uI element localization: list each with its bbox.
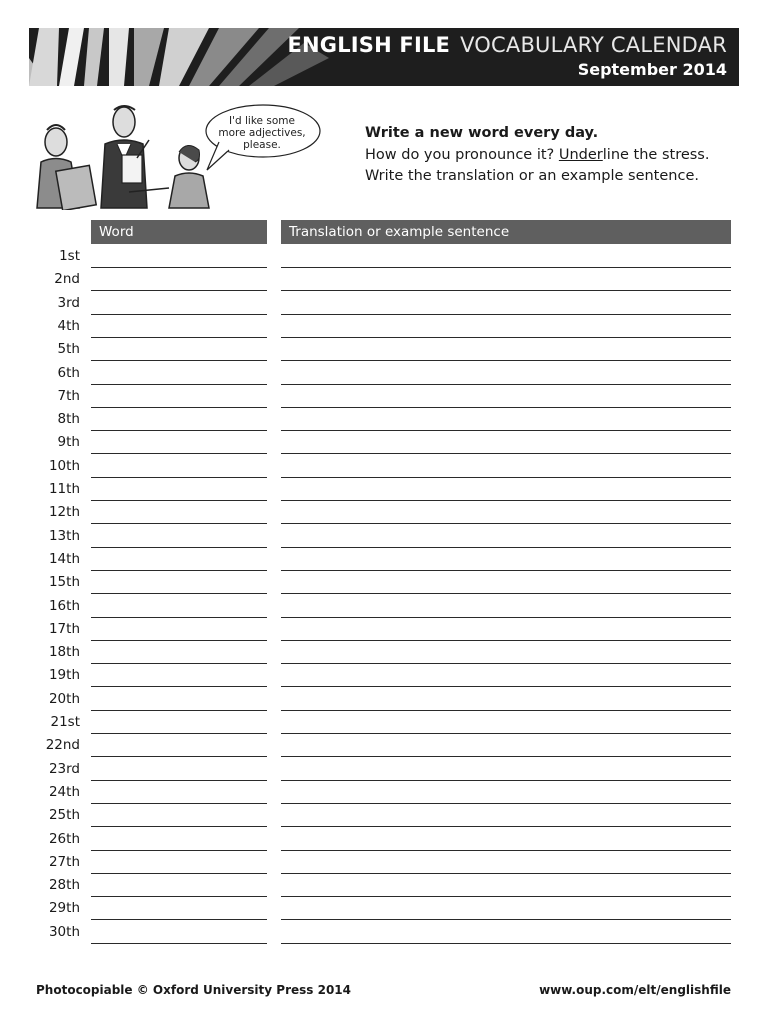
- day-label: 18th: [48, 644, 80, 661]
- translation-write-line[interactable]: [281, 593, 731, 594]
- word-write-line[interactable]: [91, 640, 267, 641]
- title-bold: ENGLISH FILE: [287, 33, 451, 57]
- day-label: 12th: [48, 504, 80, 521]
- day-label: 19th: [48, 667, 80, 684]
- title-banner: [29, 28, 739, 86]
- instruction-line-2-pre: How do you pronounce it?: [365, 146, 559, 163]
- translation-write-line[interactable]: [281, 384, 731, 385]
- word-write-line[interactable]: [91, 500, 267, 501]
- day-label: 23rd: [48, 760, 80, 777]
- instruction-line-3: Write the translation or an example sentence.: [365, 168, 699, 184]
- translation-write-line[interactable]: [281, 360, 731, 361]
- word-write-line[interactable]: [91, 943, 267, 944]
- translation-write-line[interactable]: [281, 733, 731, 734]
- word-write-line[interactable]: [91, 617, 267, 618]
- translation-write-line[interactable]: [281, 943, 731, 944]
- calendar-title: [287, 33, 727, 57]
- day-label: 27th: [48, 853, 80, 870]
- instruction-line-2: [365, 145, 709, 167]
- day-label: 24th: [48, 783, 80, 800]
- translation-write-line[interactable]: [281, 407, 731, 408]
- translation-write-line[interactable]: [281, 523, 731, 524]
- instruction-line-2-post: line the stress.: [602, 146, 710, 163]
- day-label: 22nd: [45, 737, 80, 754]
- translation-write-line[interactable]: [281, 570, 731, 571]
- word-write-line[interactable]: [91, 850, 267, 851]
- translation-write-line[interactable]: [281, 477, 731, 478]
- bubble-line-2: more adjectives,: [218, 127, 306, 139]
- day-label: 9th: [57, 434, 80, 451]
- translation-write-line[interactable]: [281, 710, 731, 711]
- translation-write-line[interactable]: [281, 756, 731, 757]
- word-column-header: Word: [91, 220, 267, 244]
- word-write-line[interactable]: [91, 780, 267, 781]
- word-write-line[interactable]: [91, 593, 267, 594]
- word-write-line[interactable]: [91, 873, 267, 874]
- day-label: 14th: [48, 550, 80, 567]
- word-write-line[interactable]: [91, 733, 267, 734]
- word-write-line[interactable]: [91, 430, 267, 431]
- day-label: 28th: [48, 877, 80, 894]
- word-write-line[interactable]: [91, 803, 267, 804]
- day-label: 20th: [48, 690, 80, 707]
- translation-write-line[interactable]: [281, 547, 731, 548]
- website-link[interactable]: www.oup.com/elt/englishfile: [539, 983, 731, 997]
- word-write-line[interactable]: [91, 337, 267, 338]
- instruction-line-1: Write a new word every day.: [365, 125, 599, 141]
- month-subtitle: September 2014: [577, 60, 727, 79]
- speech-bubble-text: [212, 115, 312, 151]
- translation-column-header: Translation or example sentence: [281, 220, 731, 244]
- word-write-line[interactable]: [91, 826, 267, 827]
- day-label: 15th: [48, 574, 80, 591]
- translation-write-line[interactable]: [281, 803, 731, 804]
- title-light: VOCABULARY CALENDAR: [460, 33, 727, 57]
- word-write-line[interactable]: [91, 407, 267, 408]
- day-label: 3rd: [57, 294, 80, 311]
- translation-write-line[interactable]: [281, 850, 731, 851]
- day-label: 16th: [48, 597, 80, 614]
- day-label: 30th: [48, 923, 80, 940]
- translation-write-line[interactable]: [281, 617, 731, 618]
- word-write-line[interactable]: [91, 523, 267, 524]
- day-label: 2nd: [54, 271, 80, 288]
- translation-write-line[interactable]: [281, 873, 731, 874]
- translation-write-line[interactable]: [281, 780, 731, 781]
- day-label: 5th: [57, 341, 80, 358]
- word-write-line[interactable]: [91, 290, 267, 291]
- translation-write-line[interactable]: [281, 453, 731, 454]
- translation-write-line[interactable]: [281, 290, 731, 291]
- translation-write-line[interactable]: [281, 314, 731, 315]
- word-write-line[interactable]: [91, 477, 267, 478]
- word-write-line[interactable]: [91, 756, 267, 757]
- word-write-line[interactable]: [91, 384, 267, 385]
- day-label: 13th: [48, 527, 80, 544]
- word-write-line[interactable]: [91, 896, 267, 897]
- translation-write-line[interactable]: [281, 640, 731, 641]
- word-write-line[interactable]: [91, 570, 267, 571]
- day-label: 25th: [48, 807, 80, 824]
- day-label: 17th: [48, 620, 80, 637]
- translation-write-line[interactable]: [281, 686, 731, 687]
- day-label: 10th: [48, 457, 80, 474]
- word-write-line[interactable]: [91, 267, 267, 268]
- word-write-line[interactable]: [91, 686, 267, 687]
- day-label: 7th: [57, 387, 80, 404]
- day-label: 4th: [57, 317, 80, 334]
- day-label: 1st: [59, 248, 80, 264]
- day-label: 29th: [48, 900, 80, 917]
- word-write-line[interactable]: [91, 453, 267, 454]
- translation-write-line[interactable]: [281, 500, 731, 501]
- word-write-line[interactable]: [91, 360, 267, 361]
- word-write-line[interactable]: [91, 663, 267, 664]
- instruction-underlined-word: Under: [558, 146, 603, 163]
- word-write-line[interactable]: [91, 919, 267, 920]
- word-write-line[interactable]: [91, 710, 267, 711]
- translation-write-line[interactable]: [281, 896, 731, 897]
- translation-write-line[interactable]: [281, 826, 731, 827]
- translation-write-line[interactable]: [281, 267, 731, 268]
- sunburst-decoration: [29, 28, 329, 86]
- copyright-notice: Photocopiable © Oxford University Press 2014: [36, 983, 351, 997]
- day-label: 11th: [48, 481, 80, 497]
- instructions: [365, 123, 709, 188]
- day-label: 21st: [50, 714, 80, 730]
- bubble-line-3: please.: [243, 139, 281, 151]
- translation-write-line[interactable]: [281, 430, 731, 431]
- translation-write-line[interactable]: [281, 919, 731, 920]
- day-label: 8th: [57, 411, 80, 428]
- translation-write-line[interactable]: [281, 337, 731, 338]
- day-label: 6th: [57, 364, 80, 381]
- word-write-line[interactable]: [91, 314, 267, 315]
- translation-write-line[interactable]: [281, 663, 731, 664]
- word-write-line[interactable]: [91, 547, 267, 548]
- bubble-line-1: I'd like some: [229, 115, 295, 127]
- day-label: 26th: [48, 830, 80, 847]
